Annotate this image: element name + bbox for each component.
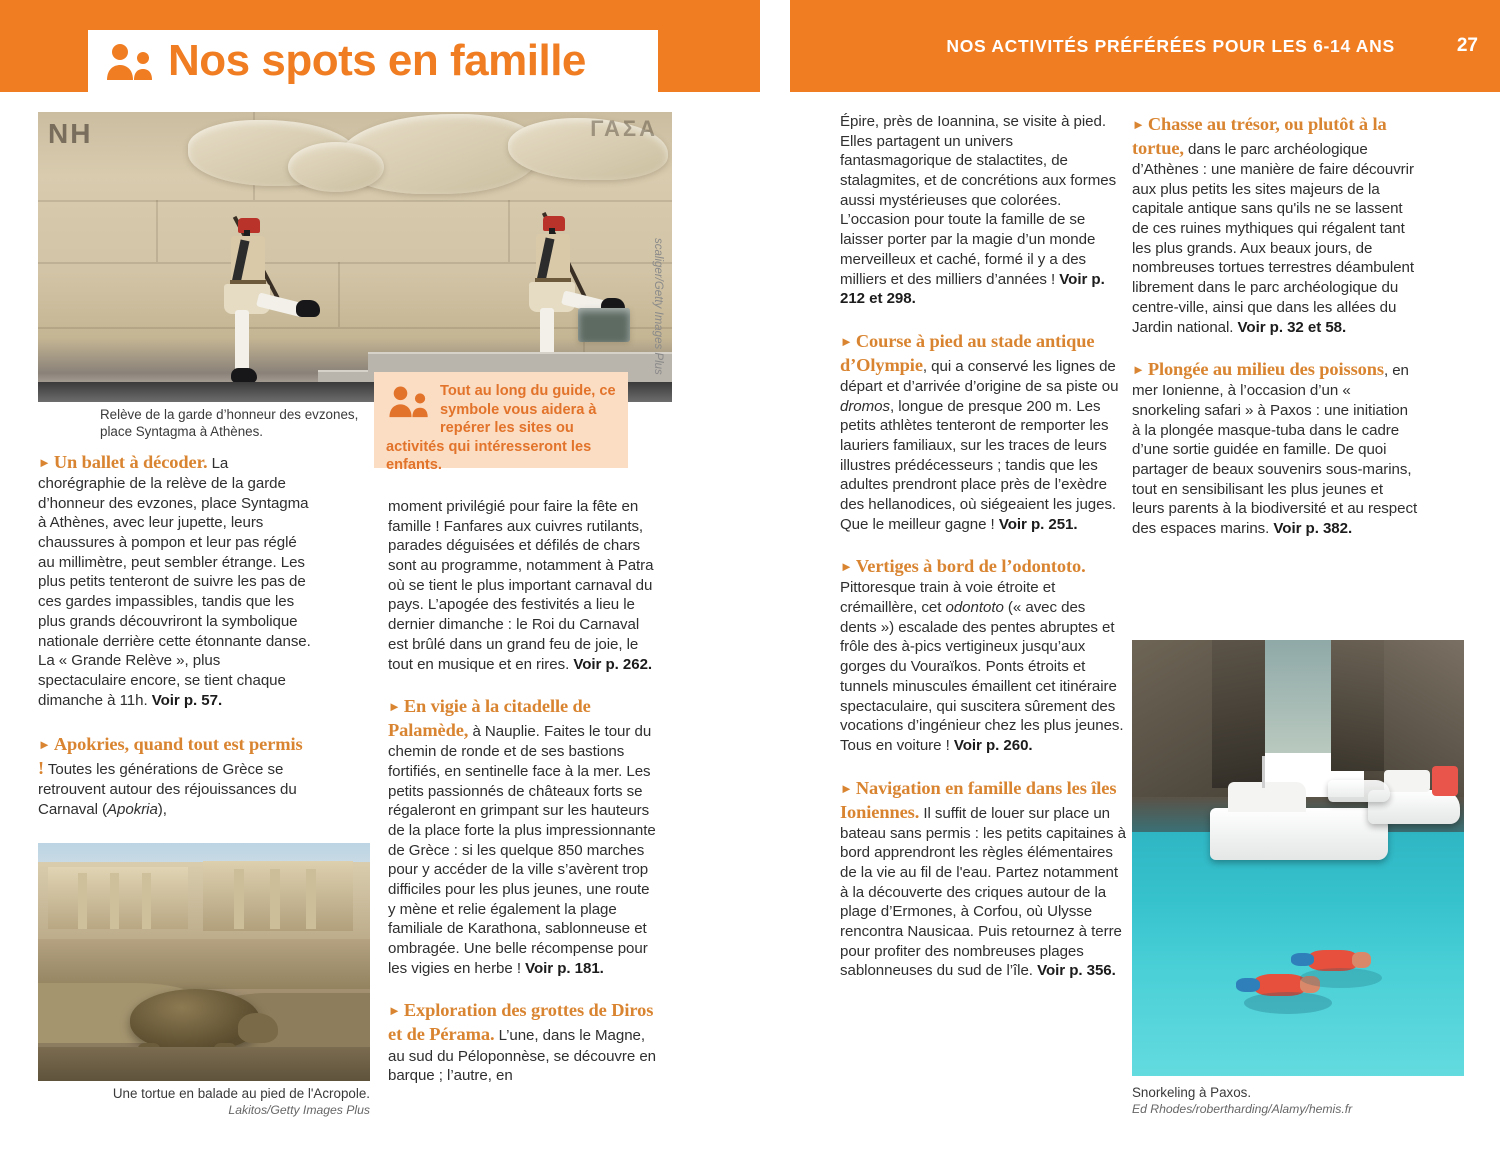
boat-main [1210, 808, 1388, 860]
boat-small [1328, 780, 1390, 802]
entry-reference: Voir p. 212 et 298. [840, 270, 1105, 308]
bullet-triangle-icon: ► [388, 699, 401, 715]
page-number: 27 [1456, 35, 1478, 56]
entry-body-cont: , longue de presque 200 m. Les petits athlètes tenteront de remporter les lauriers familiaux, sur les traces de leurs illustres prédécesseurs ; tandis que les adultes prendront place près de l’exèdre des hellanodices, où siégeaient les juges. Que le meilleur gagne ! [840, 397, 1117, 533]
entry-reference: Voir p. 356. [1037, 962, 1116, 980]
entry-body: Épire, près de Ioannina, se visite à pied. Elles partagent un univers fantasmagorique de stalactites, de stalagmites, et de concrétions aux formes aussi mystérieuses que colorées. L’occasion pour toute la famille de se laisser porter par la magie d’un monde merveilleux et caché, formé il y a des milliers et des milliers d’années ! [840, 113, 1117, 288]
wall-inscription-left: NH [48, 118, 93, 149]
photo-credit-evzones: scaliger/Getty Images Plus [652, 238, 664, 375]
entry-heading: Navigation en famille dans les îles Ioniennes. [840, 777, 1117, 822]
column-3 [840, 112, 1126, 995]
entry-navigation-iles-ioniennes [840, 776, 1126, 982]
entry-stade-antique-olympie [840, 329, 1126, 535]
entry-reference: Voir p. 32 et 58. [1237, 318, 1347, 336]
entry-heading: Course à pied au stade antique d’Olympie [840, 330, 1095, 375]
column-2 [388, 497, 660, 1100]
entry-reference: Voir p. 181. [525, 959, 604, 977]
entry-apokries-continued [388, 497, 660, 674]
entry-reference: Voir p. 251. [998, 515, 1078, 533]
column-4 [1132, 112, 1418, 553]
entry-apokries [38, 732, 312, 819]
entry-odontoto [840, 554, 1126, 755]
photo-caption-evzones: Relève de la garde d’honneur des evzones, place Syntagma à Athènes. [100, 407, 359, 439]
entry-heading: Chasse au trésor, ou plutôt à la tortue, [1132, 114, 1387, 159]
entry-grottes-continued [840, 112, 1126, 309]
photo-snorkeling-paxos [1132, 640, 1464, 1076]
entry-reference: Voir p. 57. [151, 691, 223, 709]
callout-box [374, 372, 628, 474]
entry-heading: Vertiges à bord de l’odontoto. [855, 556, 1086, 577]
entry-body: Pittoresque train à voie étroite et crémaillère, cet [840, 579, 1056, 617]
photo-evzones-guard-change [38, 112, 672, 402]
photo-tortoise-acropolis [38, 843, 370, 1081]
bullet-triangle-icon: ► [1132, 362, 1145, 378]
entry-un-ballet-a-decoder [38, 450, 312, 710]
entry-body: à Nauplie. Faites le tour du chemin de ronde et de ses bastions fortifiés, en sentinelle face à la mer. Les petits passionnés de châteaux forts se régaleront en grimpant sur les hauteurs de la place forte la plus impressionnante de Grèce : si les quelque 850 marches pour y accéder de la ville s’avèrent trop difficiles pour les plus jeunes, une route y mène et relie également la plage familiale de Karathona, sablonneuse et ombragée. Une belle récompense pour les vigies en herbe ! [388, 723, 656, 977]
entry-body: dans le parc archéologique d’Athènes : une manière de faire découvrir aux plus petits les sites majeurs de la capitale antique sans qu'ils ne se lassent de ces ruines mythiques qui régalent tant les plus grands. Aux beaux jours, de nombreuses tortues terrestres déambulent librement dans le parc archéologique du centre-ville, ainsi que dans les allées du Jardin national. [1132, 141, 1415, 336]
entry-citadelle-palamede [388, 694, 660, 978]
entry-body: moment privilégié pour faire la fête en famille ! Fanfares aux cuivres rutilants, parades déguisées et défilés de chars sont au programme, notamment à Patra où se tient le plus important carnaval du pays. L’apogée des festivités a lieu le dernier dimanche : le Roi du Carnaval est brûlé dans un grand feu de joie, le tout en musique et en rires. [388, 498, 654, 673]
entry-heading: Un ballet à décoder. [53, 452, 208, 472]
photo-credit-tortoise: Lakitos/Getty Images Plus [228, 1102, 370, 1117]
entry-body: , qui a conservé les lignes de départ et d’arrivée d’origine de sa piste ou [840, 357, 1119, 395]
page-title-plate [88, 30, 658, 92]
entry-heading: Apokries, quand tout est permis ! [38, 734, 303, 779]
section-kicker: NOS ACTIVITÉS PRÉFÉRÉES POUR LES 6-14 ANS [946, 35, 1395, 56]
header-right-content [790, 0, 1500, 92]
entry-body-cont: (« avec des dents ») escalade des pentes abruptes et frôle des à-pics vertigineux jusqu’aux gorges du Vouraïkos. Ponts étroits et tunnels minuscules émaillent cet itinéraire spectaculaire, qui suscitera sûrement des vocations d’ingénieur chez les plus jeunes. Tous en voiture ! [840, 599, 1124, 754]
entry-italic: dromos [840, 397, 890, 415]
callout-text: Tout au long du guide, ce symbole vous aidera à repérer les sites ou activités qui intéresseront les enfants. [386, 383, 616, 474]
family-icon [104, 41, 156, 81]
entry-body-cont: ), [157, 800, 167, 818]
entry-heading: En vigie à la citadelle de Palamède, [388, 696, 591, 741]
bullet-triangle-icon: ► [840, 780, 853, 796]
entry-plongee-poissons [1132, 357, 1418, 539]
entry-heading: Plongée au milieu des poissons [1147, 359, 1384, 380]
page-title: Nos spots en famille [168, 36, 586, 85]
family-icon [386, 384, 432, 418]
wall-inscription-right: ΓΑΣΑ [590, 116, 658, 141]
entry-body: , en mer Ionienne, à l’occasion d’un « snorkeling safari » à Paxos : une initiation à la plongée masque-tuba dans le cadre d’une sortie guidée en famille. De quoi partager de beaux souvenirs sous-marins, tout en sensibilisant les plus jeunes et leurs parents à la biodiversité et au respect des espaces marins. [1132, 362, 1418, 538]
entry-grottes-diros-perama [388, 998, 660, 1085]
entry-italic: Apokria [107, 800, 158, 818]
bullet-triangle-icon: ► [38, 737, 51, 753]
bullet-triangle-icon: ► [38, 455, 51, 470]
entry-body: Il suffit de louer sur place un bateau sans permis : les petits capitaines à bord apprendront les règles élémentaires de la vie au fil de l'eau. Partez notamment à la découverte des criques autour de la plage d’Ermones, à Corfou, où Ulysse rencontra Nausicaa. Puis retournez à terre pour profiter des nombreuses plages sablonneuses du sud de l’île. [840, 804, 1126, 980]
photo-caption-tortoise: Une tortue en balade au pied de l'Acropole. Lakitos/Getty Images Plus [60, 1086, 370, 1118]
bullet-triangle-icon: ► [1132, 117, 1145, 132]
entry-reference: Voir p. 382. [1273, 520, 1353, 538]
bullet-triangle-icon: ► [840, 333, 853, 349]
entry-heading: Exploration des grottes de Diros et de Pérama. [388, 1000, 654, 1045]
column-1 [38, 450, 312, 834]
entry-body: Toutes les générations de Grèce se retrouvent autour des réjouissances du Carnaval ( [38, 761, 297, 818]
bullet-triangle-icon: ► [388, 1003, 401, 1019]
entry-body: L’une, dans le Magne, au sud du Péloponnèse, se découvre en barque ; l’autre, en [388, 1027, 656, 1085]
photo-caption-snorkeling: Snorkeling à Paxos. Ed Rhodes/robertharding/Alamy/hemis.fr [1132, 1085, 1452, 1117]
entry-body: La chorégraphie de la relève de la garde d’honneur des evzones, place Syntagma à Athènes, avec leur jupette, leurs chaussures à pompon et leur pas réglé au millimètre, peut sembler étrange. Les plus petits tenteront de suivre les pas de ces gardes impassibles, tandis que les plus grands découvriront la symbolique nationale derrière cette étonnante danse. La « Grande Relève », plus spectaculaire encore, se tient chaque dimanche à 11h. [38, 455, 311, 709]
entry-italic: odontoto [945, 599, 1004, 617]
entry-chasse-au-tresor [1132, 112, 1418, 337]
photo-credit-snorkeling: Ed Rhodes/robertharding/Alamy/hemis.fr [1132, 1101, 1353, 1116]
entry-reference: Voir p. 260. [953, 736, 1033, 754]
entry-reference: Voir p. 262. [573, 655, 653, 673]
bullet-triangle-icon: ► [840, 559, 853, 575]
